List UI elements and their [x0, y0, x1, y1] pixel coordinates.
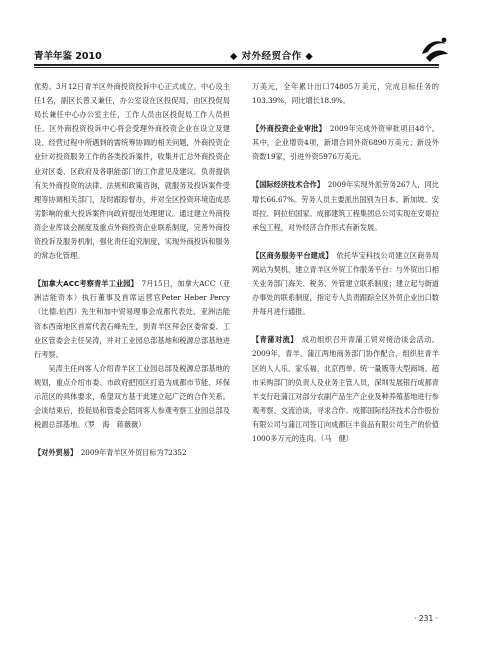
- paragraph-text: 2009年完成外资审批项目48个。其中，企业增资4项，新增合同外资6890万美元；新设外资数19家，引进外资5976万美元。: [252, 124, 439, 162]
- running-header: [34, 44, 446, 66]
- section-title: ◆ 对外经贸合作 ◆: [230, 51, 314, 62]
- entry-paragraph: [252, 249, 439, 319]
- entry-heading: 【外商投资企业审批】: [252, 124, 323, 134]
- paragraph-gap: [252, 108, 439, 122]
- paragraph-gap: [34, 263, 230, 277]
- paragraph-gap: [252, 319, 439, 333]
- paragraph-text: 万美元，全年累计出口74805万美元，完成目标任务的103.39%，同比增长18.9%。: [252, 82, 439, 106]
- paragraph-text: 优势。3月12日青羊区外商投资投诉中心正式成立。中心设主任1名，副区长曾又兼任，办公室设在区投促局，由区投促局局长兼任中心办公室主任，工作人员由区投促局工作人员担任。区外商投资投诉中心将会受理外商投资企业在设立及建设、经营过程中所遇到的需统筹协调的相关问题，外商投资企业针对投资服务工作的各类投诉案件，收集并汇总外商投资企业对区委、区政府及各职能部门的工作意见及建议，负责提供有关外商投资的法律、法规和政策咨询，就服务及投诉案件受理等协调相关部门，及时跟踪督办，并对全区投资环境造成恶劣影响的重大投诉案件向政府提出处理建议。通过建立外商投资企业库谈会制度及重点外商投资企业联系制度，完善外商投资投诉及服务机制，强化责任追究制度，实现外商投诉和服务的常态化管理。: [34, 82, 230, 261]
- yearbook-logo-icon: [418, 34, 452, 64]
- entry-heading: 【区商务服务平台建成】: [252, 250, 330, 260]
- paragraph-text: 成功组织召开青蒲工贸对接洽谈会活动。2009年，青羊、蒲江两地商务部门协作配合，组织驻青羊区的人人乐、家乐福、北京西单、统一量贩等大型商场、超市采购部门的负责人及业务主管人员，深圳发展银行成都青羊支行赴蒲江对部分农副产品生产企业及种养殖基地进行参观考察、交流洽谈，寻求合作。成都国际经济技术合作股份有限公司与蒲江司签订向成都巨丰食品有限公司生产的价值1000多万元的连肉。（马 健）: [252, 335, 439, 443]
- paragraph-gap: [252, 235, 439, 249]
- header-rule-thick: [34, 64, 439, 66]
- entry-heading: 【对外贸易】: [34, 448, 74, 458]
- body-paragraph: [34, 80, 230, 263]
- header-rule-thin: [34, 67, 439, 68]
- entry-paragraph: [34, 446, 230, 460]
- yearbook-title: 青羊年鉴 2010: [34, 51, 102, 62]
- paragraph-text: 7月15日，加拿大ACC（亚洲洁能资本）执行董事及首席运营官Peter Heber Percy（比德.伯西）先生和加中贸易理事会成都代表处、亚洲洁能资本西南地区首席代表石峰先生，到青羊区拜会区委常委、工业区管委会主任吴涛，并对工业园总部基地和税源总部基地进行考察。: [34, 279, 230, 359]
- entry-heading: 【国际经济技术合作】: [252, 180, 321, 190]
- entry-paragraph: [252, 333, 439, 446]
- paragraph-text: 吴涛主任向客人介绍青羊区工业园总部及税源总部基地的规划，重点介绍市委、市政府把园区打造为成都市节能、环保示范区的具体要求，希望双方基于此建立起广泛的合作关系。会谈结束后，投促局和管委会陪同客人参观考察工业园总部及税源总部基地。（罗 海 蒋薇薇）: [34, 363, 230, 430]
- entry-paragraph: [252, 178, 439, 234]
- left-column: [34, 80, 230, 460]
- right-column: [252, 80, 439, 446]
- body-paragraph: [252, 80, 439, 108]
- paragraph-text: 2009年实现外派劳务267人，同比增长66.67%。劳务人员主要派出国别为日本、新加坡、安哥拉、阿拉伯国家。成都建筑工程集团总公司实现在安哥拉承包工程，对外经济合作形式有新发展。: [252, 180, 439, 232]
- paragraph-text: 2009年青羊区外贸目标为72352: [80, 448, 187, 458]
- body-paragraph: [34, 362, 230, 432]
- paragraph-text: 依托华宝科技公司建立区商务局网站为契机，建立青羊区外贸工作服务平台：与外贸出口相关业务部门海关、税务、外管建立联系制度；建立起与街道办事处的联系制度，指定专人负责跟踪全区外贸企业出口数并每月进行通报。: [252, 250, 439, 317]
- entry-paragraph: [252, 122, 439, 164]
- entry-paragraph: [34, 277, 230, 362]
- page-number: · 231 ·: [414, 614, 438, 623]
- paragraph-gap: [34, 432, 230, 446]
- entry-heading: 【加拿大ACC考察青羊工业园】: [34, 279, 135, 289]
- entry-heading: 【青蒲对流】: [252, 335, 295, 345]
- paragraph-gap: [252, 164, 439, 178]
